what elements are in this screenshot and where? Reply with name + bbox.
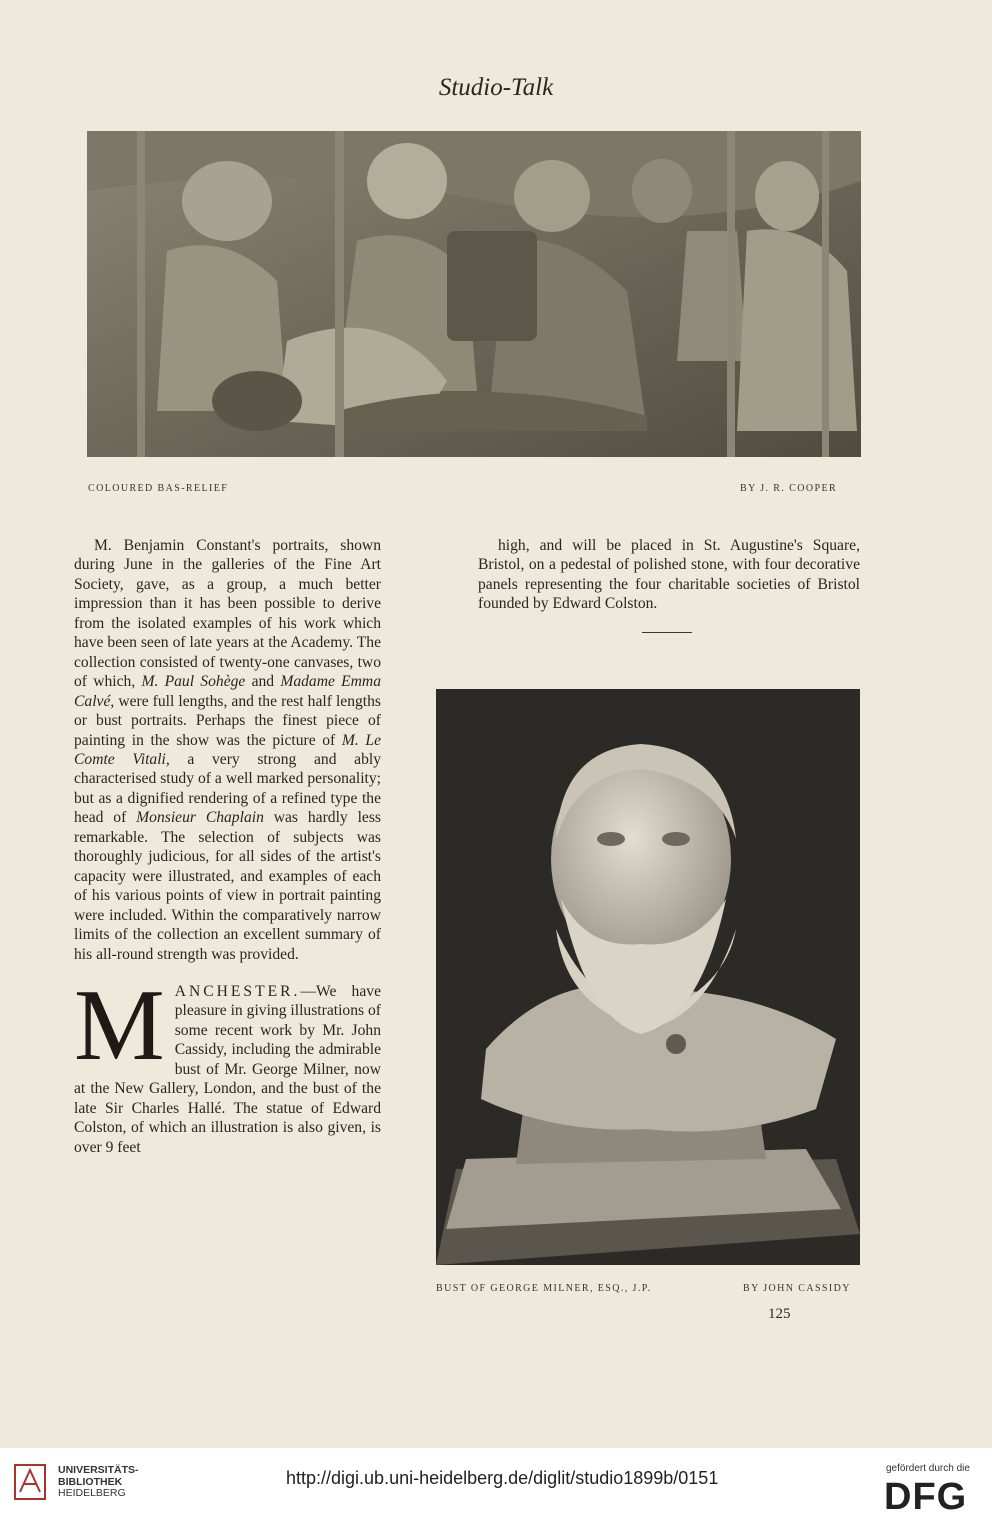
paragraph-manchester: MANCHESTER.—We have pleasure in giving illustrations of some recent work by Mr. John Cassidy, including the admirable bust of Mr. George Milner, now at the New Gallery, London, and the bust of the late Sir Charles Hallé. The statue of Edward Colston, of which an illustration is also given, is over 9 feet bbox=[74, 968, 381, 1156]
permalink-url[interactable]: http://digi.ub.uni-heidelberg.de/diglit/studio1899b/0151 bbox=[286, 1468, 719, 1488]
bas-relief-caption-left: COLOURED BAS-RELIEF bbox=[88, 483, 229, 494]
drop-cap: M bbox=[74, 968, 165, 1082]
university-crest-icon bbox=[12, 1462, 48, 1502]
paragraph-colston: high, and will be placed in St. Augustine's Square, Bristol, on a pedestal of polished stone, with four decorative panels representing the four charitable societies of Bristol founded by Edward Colston. bbox=[478, 537, 860, 613]
dfg-logo: DFG bbox=[884, 1476, 968, 1518]
footer-bar bbox=[0, 1448, 992, 1522]
bust-photograph bbox=[436, 689, 860, 1265]
section-divider bbox=[642, 632, 692, 633]
left-column bbox=[74, 536, 381, 1157]
bas-relief-illustration bbox=[87, 131, 861, 457]
library-name: UNIVERSITÄTS- BIBLIOTHEK HEIDELBERG bbox=[58, 1464, 139, 1499]
funder-label: gefördert durch die bbox=[886, 1463, 970, 1474]
bas-relief-image bbox=[87, 131, 861, 457]
running-header: Studio-Talk bbox=[438, 74, 554, 101]
bas-relief-caption-right: BY J. R. COOPER bbox=[740, 483, 838, 494]
paragraph-constant: M. Benjamin Constant's portraits, shown during June in the galleries of the Fine Art Society, gave, as a group, a much better impression than it has been possible to derive from the isolated examples of his work which have been seen of late years at the Academy. The collection consisted of twenty-one canvases, two of which, M. Paul Sohège and Madame Emma Calvé, were full lengths, and the rest half lengths or bust portraits. Perhaps the finest piece of painting in the show was the picture of M. Le Comte Vitali, a very strong and ably characterised study of a well marked personality; but as a dignified rendering of a refined type the head of Monsieur Chaplain was hardly less remarkable. The selection of subjects was thoroughly judicious, for all sides of the artist's capacity were illustrated, and examples of each of his various points of view in portrait painting were included. Within the comparatively narrow limits of the collection an excellent summary of his all-round strength was provided. bbox=[74, 537, 381, 963]
bust-caption-left: BUST OF GEORGE MILNER, ESQ., J.P. bbox=[436, 1283, 652, 1294]
bust-caption-right: BY JOHN CASSIDY bbox=[743, 1283, 851, 1294]
right-column bbox=[478, 536, 860, 614]
bust-image bbox=[436, 689, 860, 1265]
page-number: 125 bbox=[768, 1306, 791, 1322]
